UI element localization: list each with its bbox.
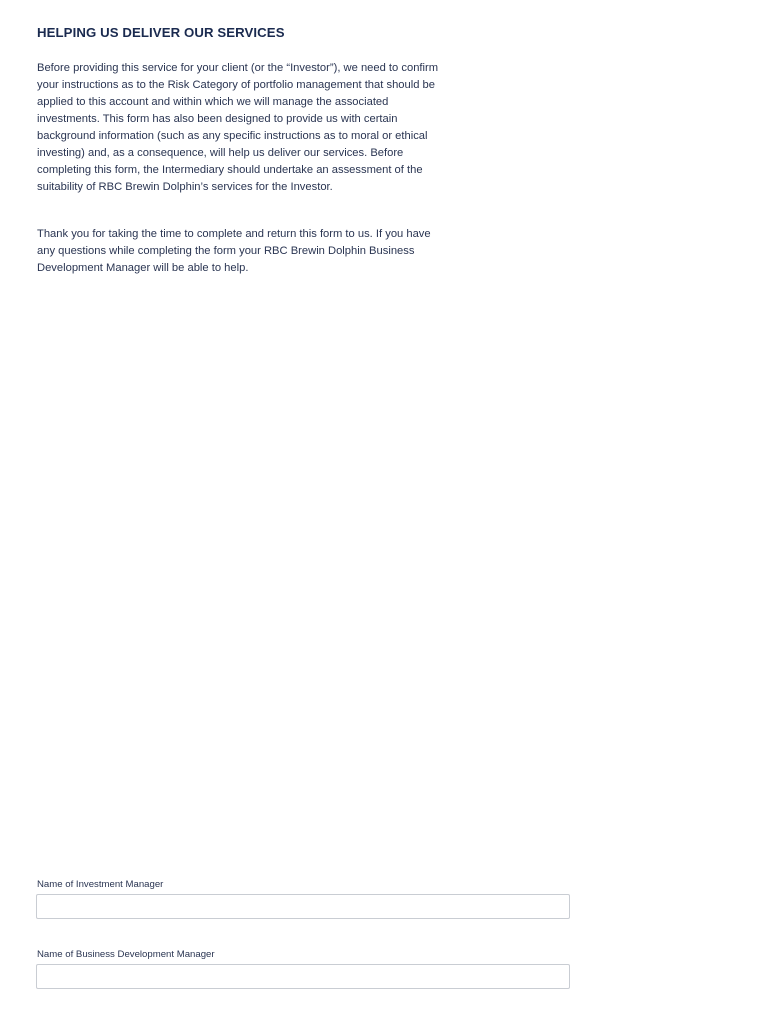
intro-paragraph: Before providing this service for your client (or the “Investor”), we need to confirm your instructions as to the Risk Category of portfolio management that should be applied to this account and within which we will manage the associated investments. This form has also been designed to provide us with certain background information (such as any specific instructions as to moral or ethical investing) and, as a consequence, will help us deliver our services. Before completing this form, the Intermediary should undertake an assessment of the suitability of RBC Brewin Dolphin’s services for the Investor.: [37, 62, 439, 193]
page-heading: HELPING US DELIVER OUR SERVICES: [37, 25, 285, 40]
investment-manager-input[interactable]: [36, 894, 570, 919]
business-development-manager-label: Name of Business Development Manager: [37, 949, 215, 960]
business-development-manager-input[interactable]: [36, 964, 570, 989]
investment-manager-label: Name of Investment Manager: [37, 879, 164, 890]
help-paragraph: Thank you for taking the time to complete and return this form to us. If you have any questions while completing the form your RBC Brewin Dolphin Business Development Manager will be able to help.: [37, 228, 431, 274]
